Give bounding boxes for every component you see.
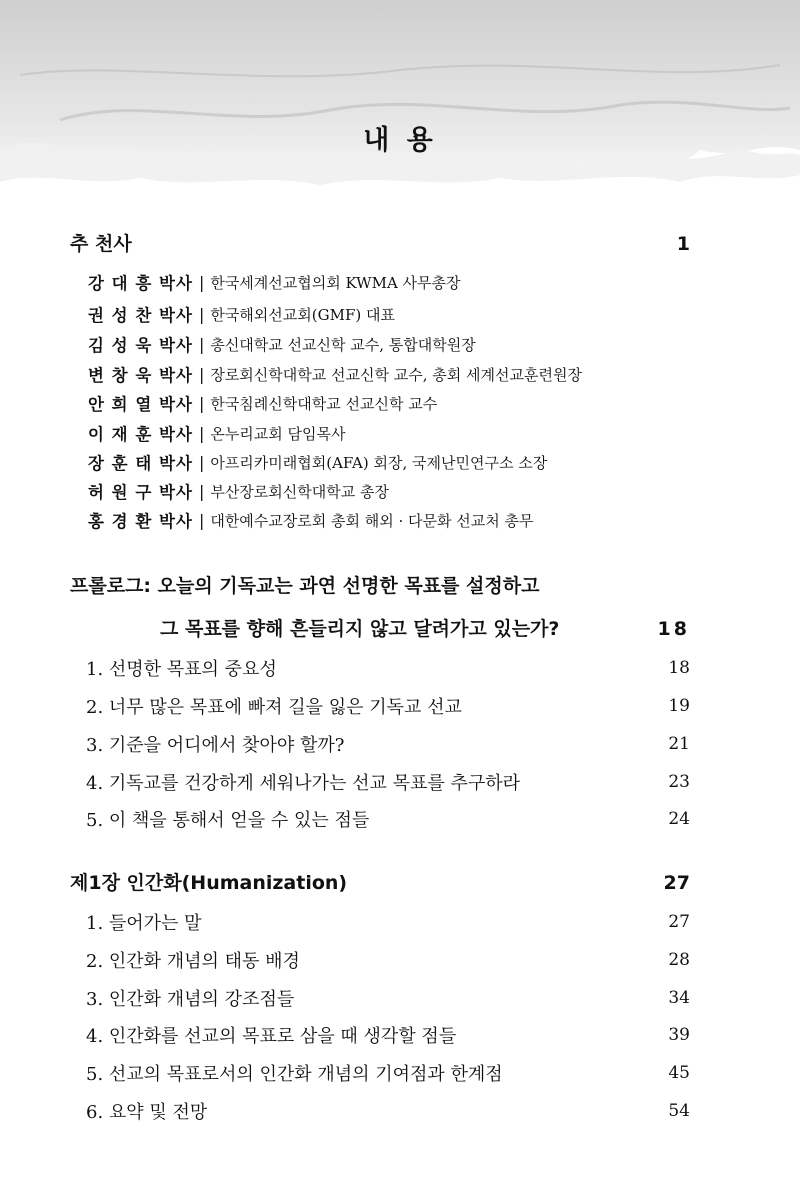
recommender-title: 부산장로회신학대학교 총장 <box>210 482 389 501</box>
recommender-row <box>88 389 740 417</box>
section-heading-prologue <box>70 571 690 598</box>
toc-item[interactable] <box>86 1020 690 1050</box>
toc-item[interactable] <box>86 653 690 683</box>
recommender-title: 한국세계선교협의회 KWMA 사무총장 <box>210 273 461 292</box>
separator: | <box>198 423 205 443</box>
section-heading-prologue-line2 <box>160 614 690 641</box>
toc-item-label: 1. 들어가는 말 <box>86 913 202 934</box>
toc-item-label: 5. 선교의 목표로서의 인간화 개념의 기여점과 한계점 <box>86 1064 503 1085</box>
recommender-title: 온누리교회 담임목사 <box>210 424 346 443</box>
toc-item[interactable] <box>86 983 690 1013</box>
toc-item-label: 1. 선명한 목표의 중요성 <box>86 659 277 680</box>
toc-item-label: 3. 인간화 개념의 강조점들 <box>86 989 295 1010</box>
toc-item-label: 6. 요약 및 전망 <box>86 1102 208 1123</box>
recommender-title: 총신대학교 선교신학 교수, 통합대학원장 <box>210 335 476 354</box>
toc-item[interactable] <box>86 945 690 975</box>
separator: | <box>198 452 205 472</box>
prologue-title-line2: 그 목표를 향해 흔들리지 않고 달려가고 있는가? <box>160 618 560 640</box>
section-heading-chapter1 <box>70 868 690 895</box>
toc-item[interactable] <box>86 804 690 834</box>
recommender-row <box>88 506 740 534</box>
recommender-row <box>88 268 740 296</box>
recommender-name: 권 성 찬 박사 <box>88 306 193 325</box>
recommendations-title: 추 천사 <box>70 233 132 255</box>
recommender-name: 변 창 욱 박사 <box>88 366 193 385</box>
toc-item[interactable] <box>86 691 690 721</box>
recommender-name: 김 성 욱 박사 <box>88 336 193 355</box>
chapter1-page: 27 <box>663 872 690 894</box>
page-title: 내 용 <box>363 125 437 156</box>
separator: | <box>198 272 205 292</box>
toc-item-page: 24 <box>668 809 690 829</box>
recommender-title: 아프리카미래협회(AFA) 회장, 국제난민연구소 소장 <box>210 453 548 472</box>
recommender-row <box>88 330 740 358</box>
toc-item-label: 5. 이 책을 통해서 얻을 수 있는 점들 <box>86 810 370 831</box>
toc-item-page: 18 <box>668 658 690 678</box>
recommender-title: 한국해외선교회(GMF) 대표 <box>210 305 395 324</box>
toc-item-label: 3. 기준을 어디에서 찾아야 할까? <box>86 735 345 756</box>
recommender-name: 장 훈 태 박사 <box>88 454 193 473</box>
toc-item-label: 4. 인간화를 선교의 목표로 삼을 때 생각할 점들 <box>86 1026 457 1047</box>
toc-item-page: 34 <box>668 988 690 1008</box>
separator: | <box>198 304 205 324</box>
toc-item-page: 54 <box>668 1101 690 1121</box>
recommender-row <box>88 300 740 328</box>
recommender-name: 허 원 구 박사 <box>88 483 193 502</box>
toc-item-label: 2. 너무 많은 목표에 빠져 길을 잃은 기독교 선교 <box>86 697 462 718</box>
recommendations-page: 1 <box>676 233 690 255</box>
recommender-row <box>88 419 740 447</box>
separator: | <box>198 334 205 354</box>
recommender-row <box>88 448 740 476</box>
chapter1-title: 제1장 인간화(Humanization) <box>70 872 348 894</box>
recommender-name: 홍 경 환 박사 <box>88 512 193 531</box>
toc-item-page: 27 <box>668 912 690 932</box>
toc-item[interactable] <box>86 767 690 797</box>
recommender-row <box>88 360 740 388</box>
recommender-row <box>88 477 740 505</box>
toc-item-label: 4. 기독교를 건강하게 세워나가는 선교 목표를 추구하라 <box>86 773 521 794</box>
toc-item-label: 2. 인간화 개념의 태동 배경 <box>86 951 300 972</box>
toc-item-page: 19 <box>668 696 690 716</box>
toc-item-page: 28 <box>668 950 690 970</box>
separator: | <box>198 364 205 384</box>
recommender-title: 장로회신학대학교 선교신학 교수, 총회 세계선교훈련원장 <box>210 365 582 384</box>
toc-item-page: 23 <box>668 772 690 792</box>
toc-item-page: 21 <box>668 734 690 754</box>
toc-item[interactable] <box>86 907 690 937</box>
prologue-title-line1: 프롤로그: 오늘의 기독교는 과연 선명한 목표를 설정하고 <box>70 575 540 597</box>
recommender-name: 강 대 흥 박사 <box>88 274 193 293</box>
toc-item[interactable] <box>86 1058 690 1088</box>
separator: | <box>198 481 205 501</box>
prologue-page: 18 <box>657 618 690 640</box>
recommender-title: 한국침례신학대학교 선교신학 교수 <box>210 394 438 413</box>
separator: | <box>198 393 205 413</box>
recommender-name: 이 재 훈 박사 <box>88 425 193 444</box>
section-heading-recommendations <box>70 229 690 256</box>
recommender-name: 안 희 열 박사 <box>88 395 193 414</box>
separator: | <box>198 510 205 530</box>
toc-item[interactable] <box>86 1096 690 1126</box>
toc-item-page: 45 <box>668 1063 690 1083</box>
toc-item-page: 39 <box>668 1025 690 1045</box>
toc-item[interactable] <box>86 729 690 759</box>
recommender-title: 대한예수교장로회 총회 해외 · 다문화 선교처 총무 <box>210 511 534 530</box>
